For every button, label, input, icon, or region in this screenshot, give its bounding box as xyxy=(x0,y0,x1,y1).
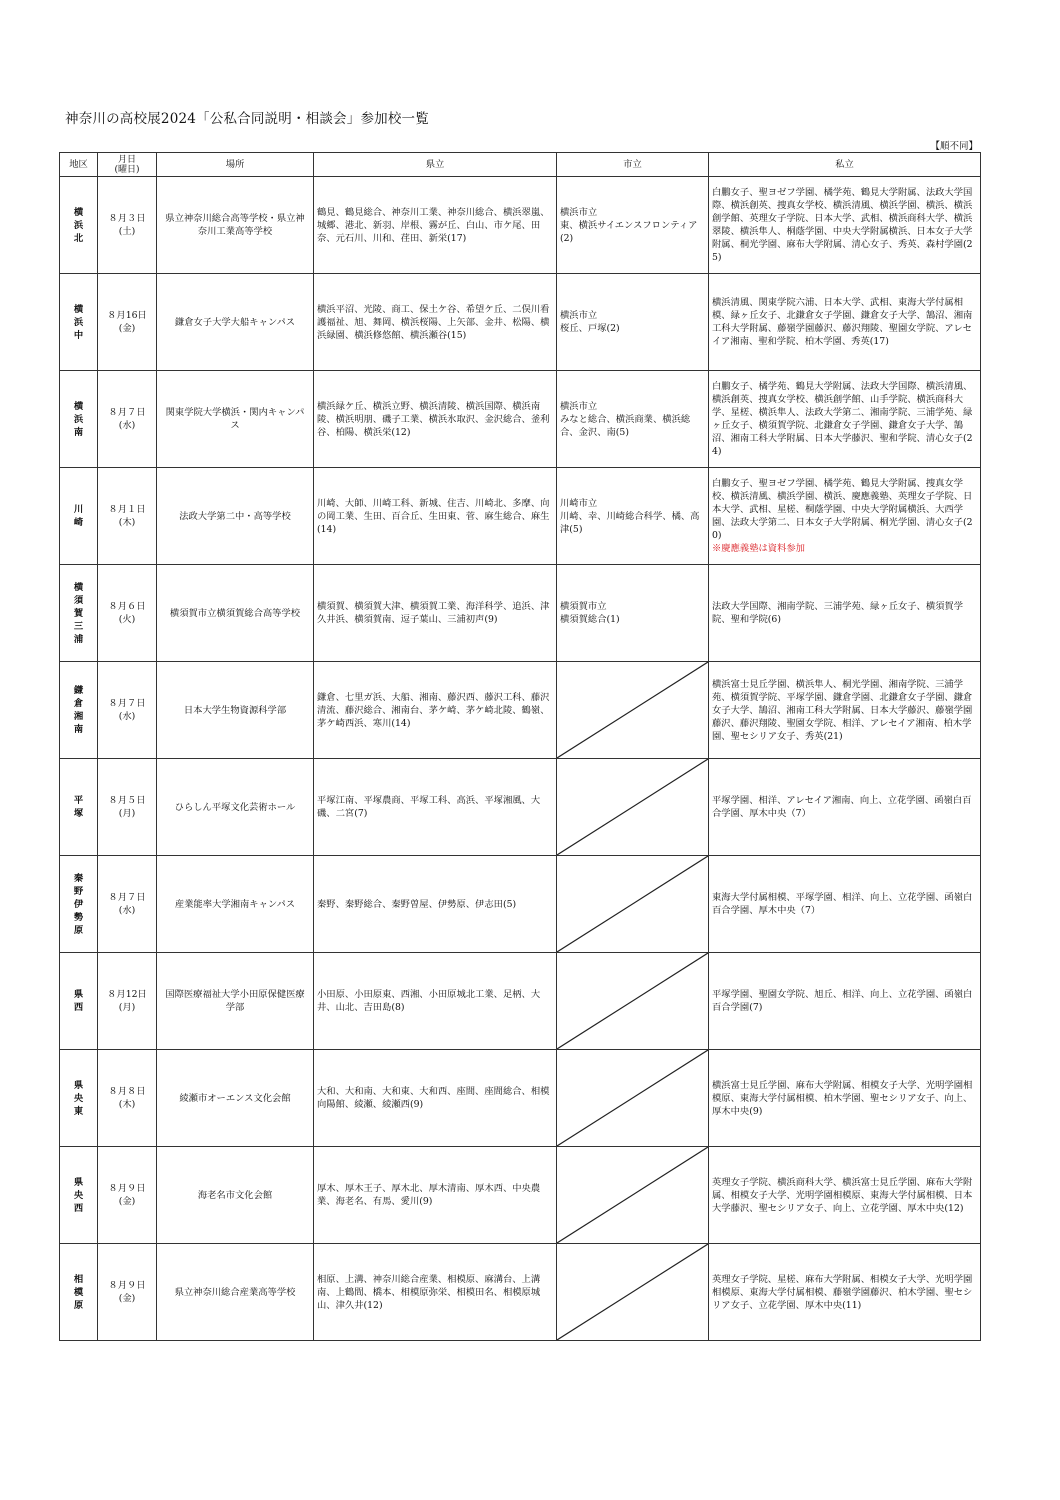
day-text: (金) xyxy=(118,323,136,334)
date-text: ８月５日 xyxy=(108,795,146,806)
municipal-list: みなと総合、横浜商業、横浜総合、金沢、南(5) xyxy=(560,413,691,438)
private-schools xyxy=(709,274,981,371)
private-list: 白鵬女子、聖ヨゼフ学園、橘学苑、鶴見大学附属、法政大学国際、横浜創英、捜真女学校、横浜清風、横浜学園、横浜、横浜創学館、英理女子学院、日本大学、武相、横浜商科大学、横浜翠陵、横浜隼人、桐蔭学園、中央大学附属横浜、日本女子大学附属、桐光学園、麻布大学附属、清心女子、秀英、森村学園(25) xyxy=(712,187,973,263)
area-name: 平塚 xyxy=(60,759,98,856)
venue: 綾瀬市オーエンス文化会館 xyxy=(157,1050,314,1147)
header-area: 地区 xyxy=(60,153,98,177)
private-schools xyxy=(709,1244,981,1341)
venue: 法政大学第二中・高等学校 xyxy=(157,468,314,565)
private-schools xyxy=(709,759,981,856)
private-list: 横浜清風、関東学院六浦、日本大学、武相、東海大学付属相模、緑ヶ丘女子、北鎌倉女子学園、鎌倉女子大学、鵠沼、湘南工科大学附属、藤嶺学園藤沢、藤沢翔陵、聖園女学院、アレセイア湘南、聖和学院、柏木学園、秀英(17) xyxy=(712,297,973,347)
private-list: 横浜富士見丘学園、麻布大学附属、相模女子大学、光明学園相模原、東海大学付属相模、柏木学園、聖セシリア女子、向上、厚木中央(9) xyxy=(712,1079,973,1117)
day-text: (水) xyxy=(118,905,136,916)
private-list: 英理女子学院、横浜商科大学、横浜富士見丘学園、麻布大学附属、相模女子大学、光明学園相模原、東海大学付属相模、日本大学藤沢、聖セシリア女子、向上、立花学園、厚木中央(12) xyxy=(712,1176,973,1214)
not-applicable-slash xyxy=(557,1050,708,1146)
municipal-schools-none xyxy=(557,759,709,856)
private-list: 白鵬女子、聖ヨゼフ学園、橘学苑、鶴見大学附属、捜真女学校、横浜清風、横浜学園、横浜、慶應義塾、英理女子学院、日本大学、武相、星槎、桐蔭学園、中央大学附属横浜、大西学園、法政大学第二、日本女子大学附属、桐光学園、清心女子(20) xyxy=(712,478,973,541)
area-name: 県央東 xyxy=(60,1050,98,1147)
municipal-list: 横須賀総合(1) xyxy=(560,614,620,625)
event-date xyxy=(98,371,157,468)
not-applicable-slash xyxy=(557,953,708,1049)
table-header-row xyxy=(60,153,981,177)
municipal-city: 横浜市立 xyxy=(560,400,598,412)
table-row xyxy=(60,759,981,856)
private-list: 横浜富士見丘学園、横浜隼人、桐光学園、湘南学院、三浦学苑、横須賀学院、平塚学園、鎌倉学園、北鎌倉女子学園、鎌倉女子大学、鵠沼、湘南工科大学附属、日本大学藤沢、藤嶺学園藤沢、藤沢翔陵、聖園女学院、相洋、アレセイア湘南、柏木学園、聖セシリア女子、秀英(21) xyxy=(712,678,973,742)
table-row xyxy=(60,177,981,274)
private-schools xyxy=(709,371,981,468)
page-title: 神奈川の高校展2024「公私合同説明・相談会」参加校一覧 xyxy=(65,111,429,127)
municipal-city: 川崎市立 xyxy=(560,497,598,509)
private-schools xyxy=(709,662,981,759)
private-schools xyxy=(709,1050,981,1147)
day-text: (月) xyxy=(118,1002,136,1013)
municipal-schools-none xyxy=(557,1244,709,1341)
prefectural-schools: 大和、大和南、大和東、大和西、座間、座間総合、相模向陽館、綾瀬、綾瀬西(9) xyxy=(314,1050,557,1147)
municipal-schools xyxy=(557,177,709,274)
table-row xyxy=(60,468,981,565)
municipal-list: 東、横浜サイエンスフロンティア(2) xyxy=(560,219,698,244)
order-note: 【順不同】 xyxy=(930,141,978,152)
not-applicable-slash xyxy=(557,1147,708,1243)
event-date xyxy=(98,565,157,662)
header-place: 場所 xyxy=(157,153,314,177)
private-list: 英理女子学院、星槎、麻布大学附属、相模女子大学、光明学園相模原、東海大学付属相模、藤嶺学園藤沢、柏木学園、聖セシリア女子、立花学園、厚木中央(11) xyxy=(712,1273,973,1311)
day-text: (木) xyxy=(118,1099,136,1110)
venue: 国際医療福祉大学小田原保健医療学部 xyxy=(157,953,314,1050)
municipal-schools xyxy=(557,468,709,565)
day-text: (金) xyxy=(118,1196,136,1207)
event-date xyxy=(98,1244,157,1341)
municipal-schools xyxy=(557,274,709,371)
municipal-schools xyxy=(557,371,709,468)
header-date-line1: 月日 xyxy=(117,154,136,165)
prefectural-schools: 平塚江南、平塚農商、平塚工科、高浜、平塚湘風、大磯、二宮(7) xyxy=(314,759,557,856)
not-applicable-slash xyxy=(557,1244,708,1340)
area-name: 川崎 xyxy=(60,468,98,565)
day-text: (木) xyxy=(118,517,136,528)
event-date xyxy=(98,759,157,856)
prefectural-schools: 横浜平沼、光陵、商工、保土ケ谷、希望ケ丘、二俣川看護福祉、旭、舞岡、横浜桜陽、上矢部、金井、松陽、横浜緑園、横浜修悠館、横浜瀬谷(15) xyxy=(314,274,557,371)
date-text: ８月12日 xyxy=(107,989,147,1000)
private-schools xyxy=(709,856,981,953)
not-applicable-slash xyxy=(557,759,708,855)
municipal-city: 横浜市立 xyxy=(560,310,598,321)
table-row xyxy=(60,274,981,371)
area-name: 鎌倉湘南 xyxy=(60,662,98,759)
event-date xyxy=(98,1050,157,1147)
municipal-schools xyxy=(557,565,709,662)
header-private: 私立 xyxy=(709,153,981,177)
private-list: 平塚学園、聖園女学院、旭丘、相洋、向上、立花学園、函嶺白百合学園(7) xyxy=(712,989,973,1013)
municipal-city: 横浜市立 xyxy=(560,206,598,218)
area-name: 県央西 xyxy=(60,1147,98,1244)
venue: ひらしん平塚文化芸術ホール xyxy=(157,759,314,856)
prefectural-schools: 鶴見、鶴見総合、神奈川工業、神奈川総合、横浜翠嵐、城郷、港北、新羽、岸根、霧が丘、白山、市ケ尾、田奈、元石川、川和、荏田、新栄(17) xyxy=(314,177,557,274)
header-prefectural: 県立 xyxy=(314,153,557,177)
private-list: 平塚学園、相洋、アレセイア湘南、向上、立花学園、函嶺白百合学園、厚木中央（7） xyxy=(712,795,972,819)
prefectural-schools: 秦野、秦野総合、秦野曽屋、伊勢原、伊志田(5) xyxy=(314,856,557,953)
header-date-line2: (曜日) xyxy=(114,164,140,175)
participant-table xyxy=(59,152,981,1341)
municipal-list: 桜丘、戸塚(2) xyxy=(560,323,620,334)
municipal-list: 川崎、幸、川崎総合科学、橘、高津(5) xyxy=(560,510,700,535)
not-applicable-slash xyxy=(557,662,708,758)
not-applicable-slash xyxy=(557,856,708,952)
prefectural-schools: 横須賀、横須賀大津、横須賀工業、海洋科学、追浜、津久井浜、横須賀南、逗子葉山、三浦初声(9) xyxy=(314,565,557,662)
municipal-schools-none xyxy=(557,1050,709,1147)
municipal-schools-none xyxy=(557,1147,709,1244)
table-row xyxy=(60,565,981,662)
venue: 海老名市文化会館 xyxy=(157,1147,314,1244)
table-row xyxy=(60,953,981,1050)
date-text: ８月９日 xyxy=(108,1280,146,1291)
event-date xyxy=(98,1147,157,1244)
municipal-schools-none xyxy=(557,856,709,953)
area-name: 県西 xyxy=(60,953,98,1050)
event-date xyxy=(98,662,157,759)
area-name: 相模原 xyxy=(60,1244,98,1341)
date-text: ８月６日 xyxy=(108,601,146,612)
venue: 関東学院大学横浜・関内キャンパス xyxy=(157,371,314,468)
day-text: (火) xyxy=(118,614,136,625)
event-date xyxy=(98,953,157,1050)
table-row xyxy=(60,1147,981,1244)
table-row xyxy=(60,1050,981,1147)
date-text: ８月７日 xyxy=(108,892,146,903)
event-date xyxy=(98,468,157,565)
event-date xyxy=(98,274,157,371)
private-schools xyxy=(709,953,981,1050)
municipal-city: 横須賀市立 xyxy=(560,601,607,612)
area-name: 横浜中 xyxy=(60,274,98,371)
prefectural-schools: 小田原、小田原東、西湘、小田原城北工業、足柄、大井、山北、吉田島(8) xyxy=(314,953,557,1050)
table-row xyxy=(60,1244,981,1341)
private-note: ※慶應義塾は資料参加 xyxy=(712,543,805,554)
event-date xyxy=(98,177,157,274)
header-municipal: 市立 xyxy=(557,153,709,177)
table-row xyxy=(60,662,981,759)
day-text: (月) xyxy=(118,808,136,819)
date-text: ８月３日 xyxy=(108,213,146,224)
day-text: (土) xyxy=(118,226,136,237)
venue: 県立神奈川総合高等学校・県立神奈川工業高等学校 xyxy=(157,177,314,274)
prefectural-schools: 鎌倉、七里ガ浜、大船、湘南、藤沢西、藤沢工科、藤沢清流、藤沢総合、湘南台、茅ケ崎、茅ケ崎北陵、鶴嶺、茅ケ崎西浜、寒川(14) xyxy=(314,662,557,759)
day-text: (金) xyxy=(118,1293,136,1304)
table-row xyxy=(60,371,981,468)
venue: 産業能率大学湘南キャンパス xyxy=(157,856,314,953)
prefectural-schools: 相原、上溝、神奈川総合産業、相模原、麻溝台、上溝南、上鶴間、橋本、相模原弥栄、相模田名、相模原城山、津久井(12) xyxy=(314,1244,557,1341)
prefectural-schools: 川崎、大師、川崎工科、新城、住吉、川崎北、多摩、向の岡工業、生田、百合丘、生田東、菅、麻生総合、麻生(14) xyxy=(314,468,557,565)
venue: 日本大学生物資源科学部 xyxy=(157,662,314,759)
private-list: 法政大学国際、湘南学院、三浦学苑、緑ヶ丘女子、横須賀学院、聖和学院(6) xyxy=(712,601,964,625)
area-name: 横須賀三浦 xyxy=(60,565,98,662)
municipal-schools-none xyxy=(557,662,709,759)
venue: 県立神奈川総合産業高等学校 xyxy=(157,1244,314,1341)
area-name: 横浜南 xyxy=(60,371,98,468)
date-text: ８月７日 xyxy=(108,698,146,709)
private-schools xyxy=(709,468,981,565)
private-schools xyxy=(709,565,981,662)
date-text: ８月16日 xyxy=(107,310,147,321)
date-text: ８月１日 xyxy=(108,504,146,515)
private-schools xyxy=(709,1147,981,1244)
area-name: 秦野伊勢原 xyxy=(60,856,98,953)
header-date xyxy=(98,153,157,177)
day-text: (水) xyxy=(118,420,136,431)
venue: 横須賀市立横須賀総合高等学校 xyxy=(157,565,314,662)
prefectural-schools: 横浜緑ケ丘、横浜立野、横浜清陵、横浜国際、横浜南陵、横浜明朋、磯子工業、横浜氷取沢、金沢総合、釜利谷、柏陽、横浜栄(12) xyxy=(314,371,557,468)
venue: 鎌倉女子大学大船キャンパス xyxy=(157,274,314,371)
municipal-schools-none xyxy=(557,953,709,1050)
day-text: (水) xyxy=(118,711,136,722)
date-text: ８月７日 xyxy=(108,407,146,418)
table-row xyxy=(60,856,981,953)
date-text: ８月８日 xyxy=(108,1086,146,1097)
private-list: 白鵬女子、橘学苑、鶴見大学附属、法政大学国際、横浜清風、横浜創英、捜真女学校、横浜創学館、山手学院、横浜商科大学、星槎、横浜隼人、法政大学第二、湘南学院、三浦学苑、緑ヶ丘女子、横須賀学院、北鎌倉女子学園、鎌倉女子大学、鵠沼、湘南工科大学附属、日本大学藤沢、聖和学院、清心女子(24) xyxy=(712,381,973,457)
prefectural-schools: 厚木、厚木王子、厚木北、厚木清南、厚木西、中央農業、海老名、有馬、愛川(9) xyxy=(314,1147,557,1244)
private-schools xyxy=(709,177,981,274)
event-date xyxy=(98,856,157,953)
private-list: 東海大学付属相模、平塚学園、相洋、向上、立花学園、函嶺白百合学園、厚木中央（7） xyxy=(712,892,973,916)
date-text: ８月９日 xyxy=(108,1183,146,1194)
area-name: 横浜北 xyxy=(60,177,98,274)
